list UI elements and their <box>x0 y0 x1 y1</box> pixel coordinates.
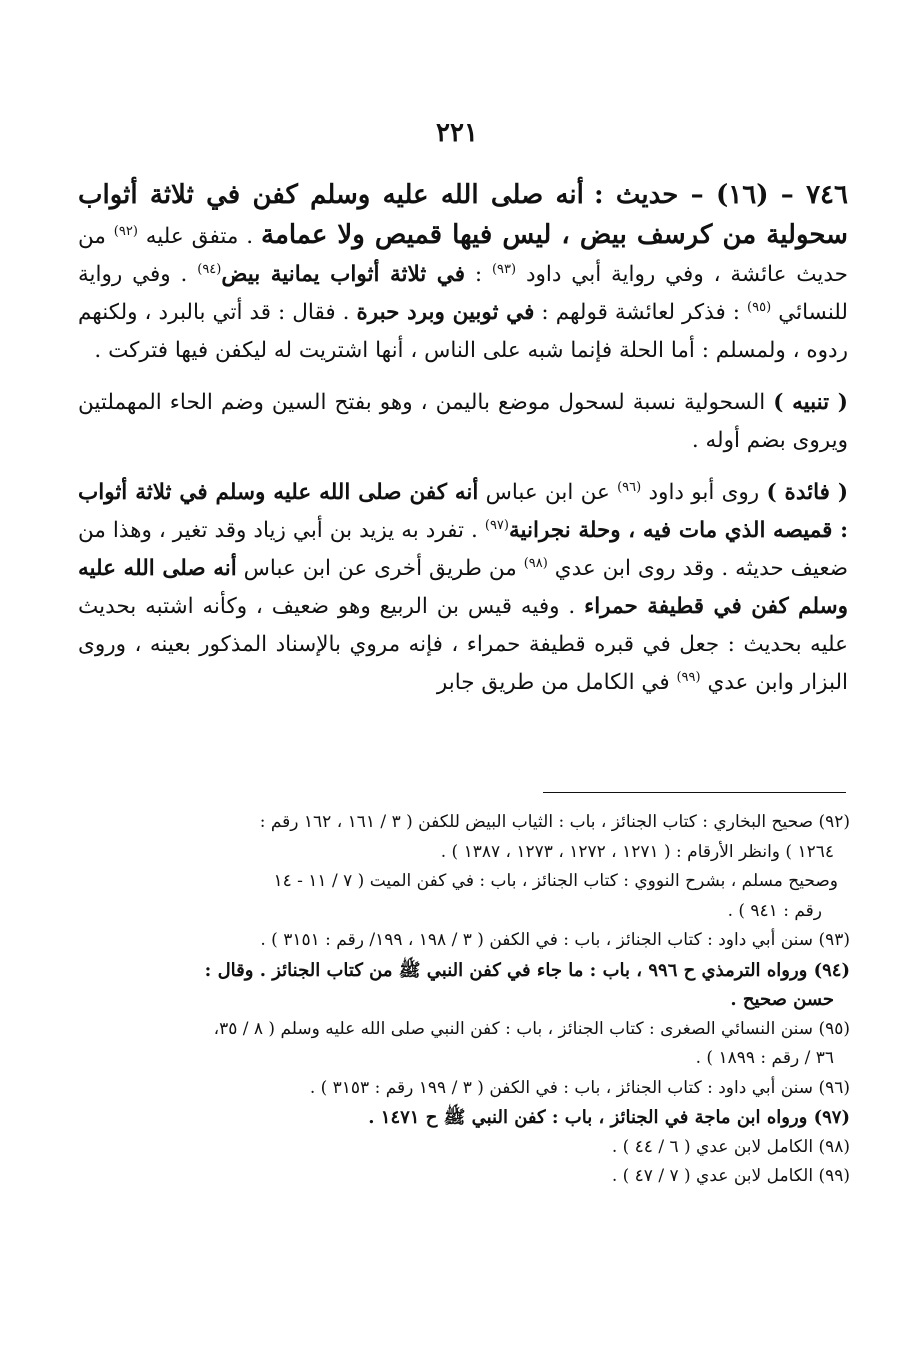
footnote-ref: (٩٨) <box>523 555 548 571</box>
quoted-text: أنه صلى الله عليه وسلم كفن في قطيفة حمراء <box>78 556 848 619</box>
footnote-93: (٩٣) سنن أبي داود : كتاب الجنائز ، باب : في الكفن ( ٣ / ١٩٨ ، ١٩٩/ رقم : ٣١٥١ ) . <box>260 930 850 950</box>
footnote-ref: (٩٤) <box>197 261 222 277</box>
footnote-line: (٩٤) ورواه الترمذي ح ٩٩٦ ، باب : ما جاء في كفن النبي ﷺ من كتاب الجنائز . وقال : <box>204 959 850 981</box>
text-segment: عن ابن عباس <box>485 480 610 505</box>
footnote-line: ٣٦ / رقم : ١٨٩٩ ) . <box>695 1048 834 1068</box>
quoted-text: أنه كفن صلى الله عليه وسلم في ثلاثة أثواب : قميصه الذي مات فيه ، وحلة نجرانية <box>78 480 849 543</box>
footnote-divider <box>543 792 846 793</box>
note-text: السحولية نسبة لسحول موضع باليمن ، وهو بفتح السين وضم الحاء المهملتين ويروى بضم أوله . <box>78 390 848 453</box>
benefit-label: ( فائدة ) <box>766 480 849 505</box>
hadith-number: ٧٤٦ – (١٦) – حديث : <box>593 180 848 210</box>
footnote-99: (٩٩) الكامل لابن عدي ( ٧ / ٤٧ ) . <box>611 1166 850 1186</box>
footnote-ref: (٩٦) <box>617 479 642 495</box>
text-segment: . تفرد به يزيد بن أبي زياد وقد تغير ، وهذا من ضعيف حديثه . وقد روى ابن عدي <box>78 518 849 581</box>
text-segment: . وفي رواية للنسائي <box>78 262 848 325</box>
footnote-line: وصحيح مسلم ، بشرح النووي : كتاب الجنائز ، باب : في كفن الميت ( ٧ / ١١ - ١٤ <box>273 871 838 891</box>
footnote-line: حسن صحيح . <box>730 989 834 1010</box>
footnote-92 <box>70 808 850 867</box>
text-segment: . متفق عليه <box>145 224 254 249</box>
footnote-ref: (٩٣) <box>491 261 517 277</box>
footnote-line: ١٢٦٤ ) وانظر الأرقام : ( ١٢٧١ ، ١٢٧٢ ، ١٢٧٣ ، ١٣٨٧ ) . <box>440 841 834 862</box>
footnote-line: (٩٥) سنن النسائي الصغرى : كتاب الجنائز ، باب : كفن النبي صلى الله عليه وسلم ( ٨ / ٣٥، <box>213 1018 850 1039</box>
text-segment: من حديث عائشة ، وفي رواية أبي داود <box>78 224 848 287</box>
footnote-ref: (٩٧) <box>484 517 509 533</box>
footnote-92-continued <box>70 867 850 926</box>
footnote-95 <box>70 1015 850 1074</box>
main-text <box>78 176 848 702</box>
text-segment: . وفيه قيس بن الربيع وهو ضعيف ، وكأنه اشتبه بحديث عليه بحديث : جعل في قبره قطيفة حمراء ، فإنه مروي بالإسناد المذكور بعينه ، وروى البزار وابن عدي <box>78 594 848 695</box>
text-segment: . فقال : قد أتي بالبرد ، ولكنهم ردوه ، ولمسلم : أما الحلة فإنما شبه على الناس ، أنها اشتريت له ليكفن فيها فتركت . <box>78 300 848 363</box>
footnotes <box>70 808 850 1192</box>
text-segment: : فذكر لعائشة قولهم : <box>541 300 740 325</box>
page-number: ٢٢١ <box>436 118 478 148</box>
footnote-94 <box>70 956 850 1015</box>
quoted-text: في ثلاثة أثواب يمانية بيض <box>221 262 465 287</box>
text-segment: من طريق أخرى عن ابن عباس <box>243 556 517 581</box>
benefit-paragraph <box>78 474 848 702</box>
footnote-line: (٩٢) صحيح البخاري : كتاب الجنائز ، باب : الثياب البيض للكفن ( ٣ / ١٦١ ، ١٦٢ رقم : <box>259 812 850 832</box>
footnote-ref: (٩٢) <box>113 223 138 239</box>
text-segment: في الكامل من طريق جابر <box>436 670 670 695</box>
footnote-ref: (٩٩) <box>676 669 701 685</box>
footnote-96: (٩٦) سنن أبي داود : كتاب الجنائز ، باب : في الكفن ( ٣ / ١٩٩ رقم : ٣١٥٣ ) . <box>309 1077 850 1098</box>
quoted-text: في ثوبين وبرد حبرة <box>356 300 535 325</box>
hadith-746-paragraph <box>78 176 848 370</box>
text-segment: : <box>474 262 483 287</box>
hadith-text: أنه صلى الله عليه وسلم كفن في ثلاثة أثواب سحولية من كرسف بيض ، ليس فيها قميص ولا عمامة <box>78 180 848 250</box>
footnote-98: (٩٨) الكامل لابن عدي ( ٦ / ٤٤ ) . <box>611 1136 850 1157</box>
text-segment: روى أبو داود <box>648 480 760 505</box>
footnote-line: رقم : ٩٤١ ) . <box>727 900 822 921</box>
footnote-ref: (٩٥) <box>747 299 772 315</box>
note-paragraph <box>78 384 848 460</box>
footnote-97: (٩٧) ورواه ابن ماجة في الجنائز ، باب : كفن النبي ﷺ ح ١٤٧١ . <box>368 1107 850 1128</box>
note-label: ( تنبيه ) <box>773 390 848 415</box>
